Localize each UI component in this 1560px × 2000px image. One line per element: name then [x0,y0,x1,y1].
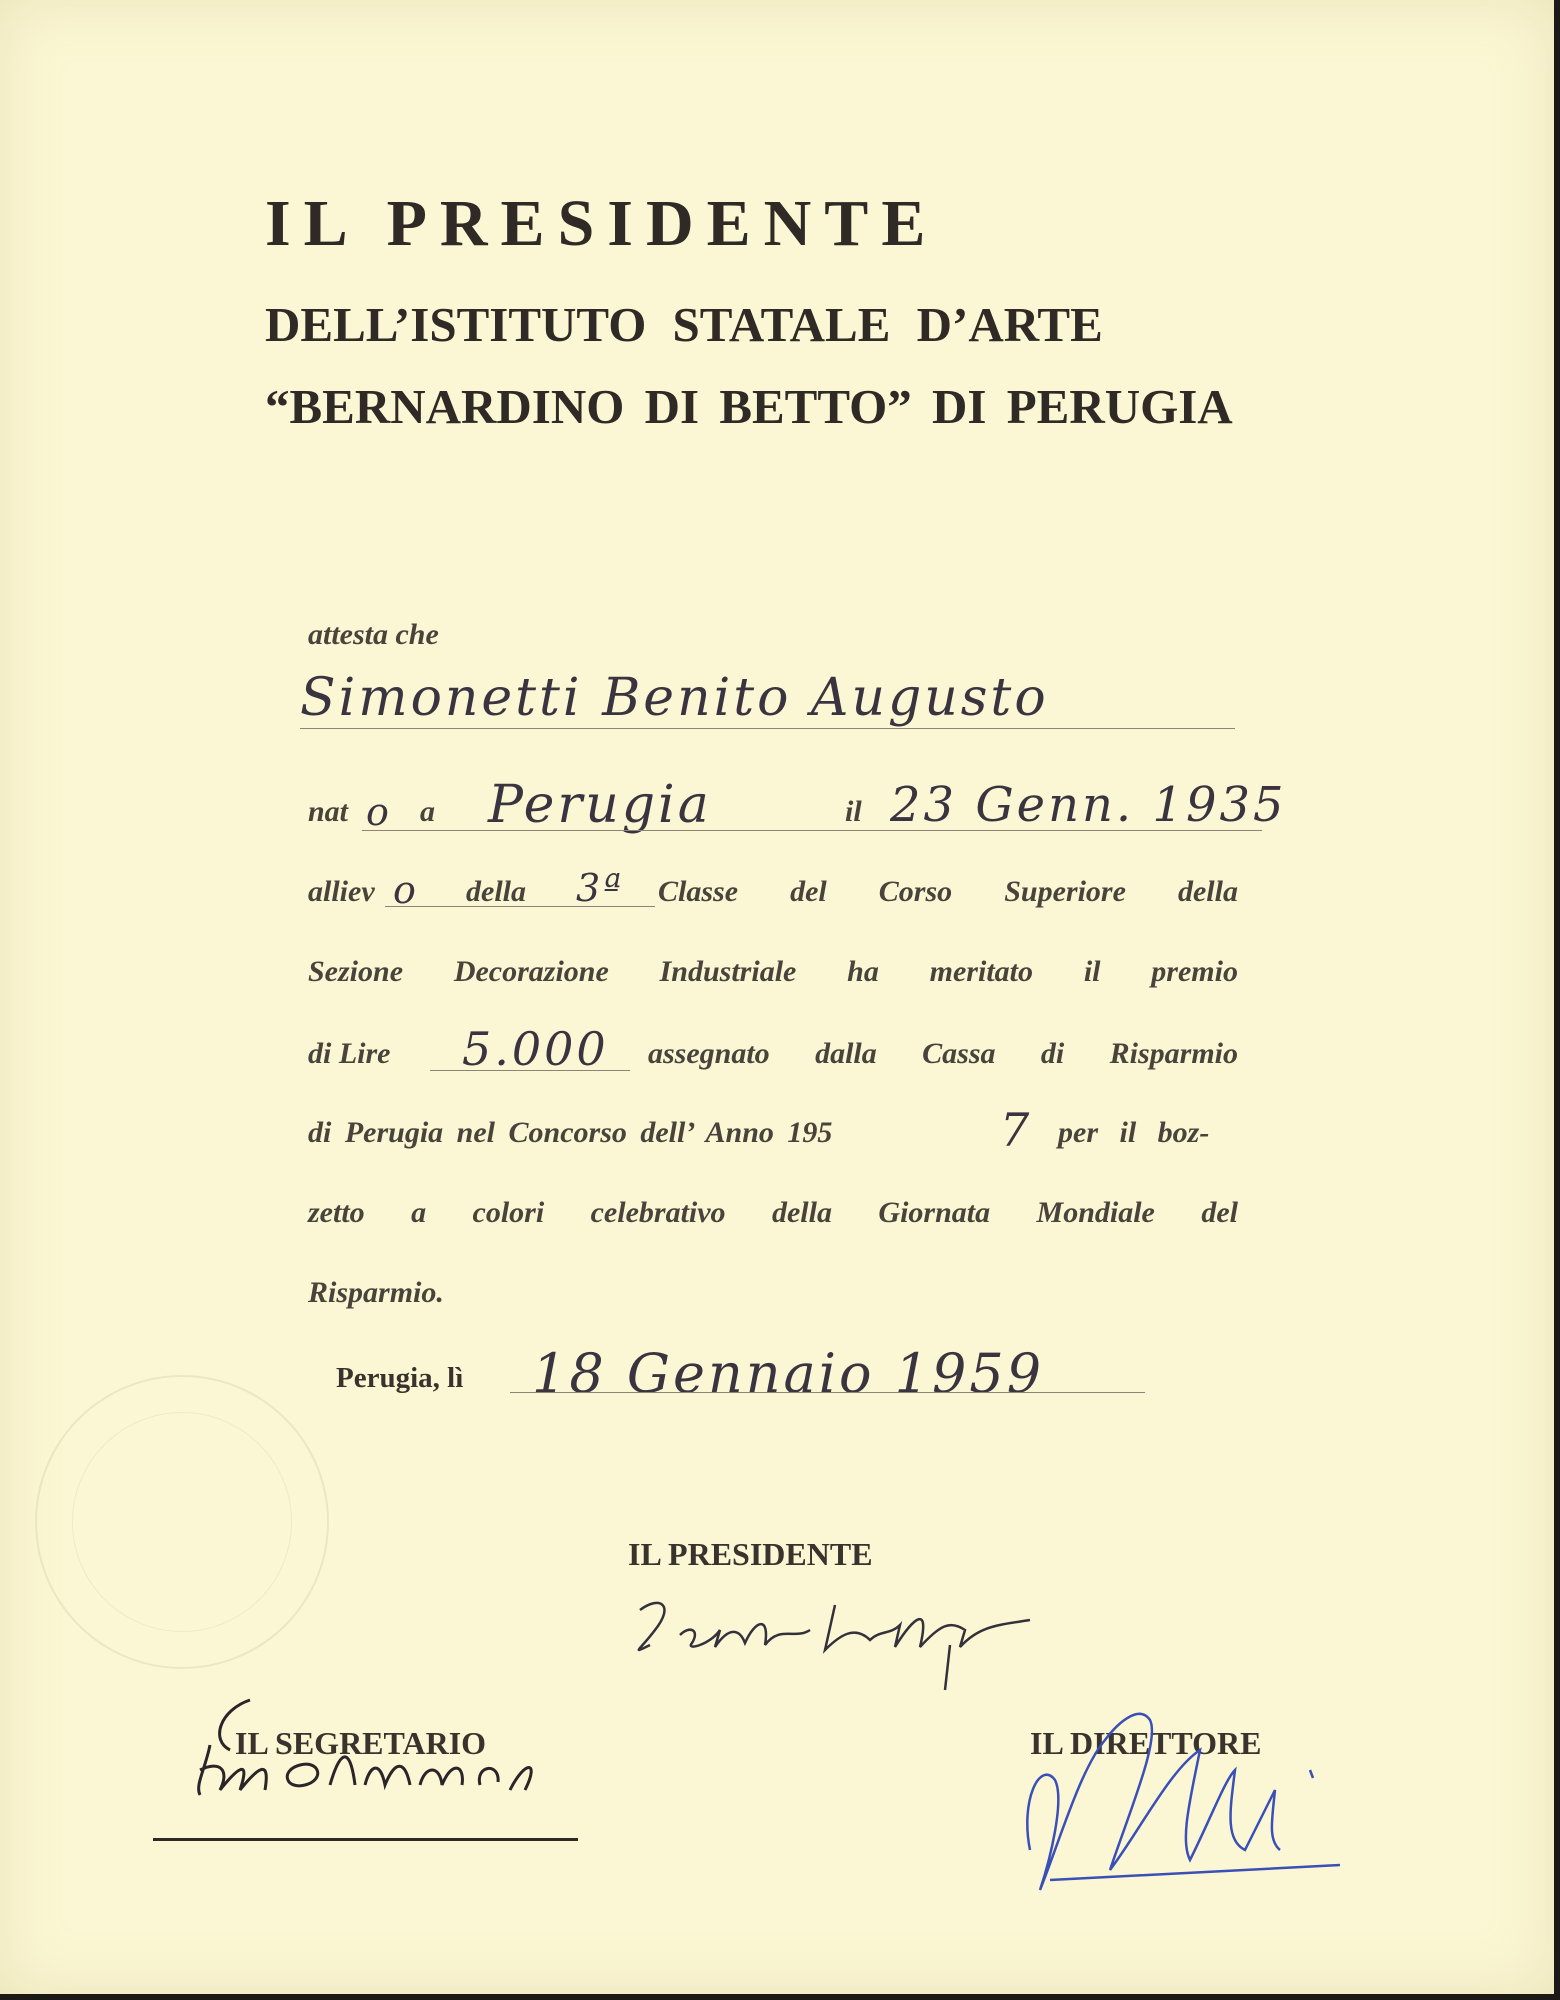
president-label: IL PRESIDENTE [628,1536,873,1572]
embossed-seal [35,1375,329,1669]
zetto-line [308,1196,1238,1230]
lire-label: di Lire [308,1037,391,1070]
birthplace: Perugia [488,775,712,835]
nat-suffix: o [366,790,392,834]
word: meritato [929,955,1033,988]
date-underline [510,1392,1145,1393]
word: della [1177,875,1238,908]
director-label: IL DIRETTORE [1030,1725,1262,1761]
risparmio-text: Risparmio. [308,1276,444,1309]
year-digit: 7 [1000,1103,1033,1157]
secretary-signature [180,1690,570,1810]
secretary-rule [153,1838,578,1841]
amount-underline [430,1070,630,1071]
word: zetto [308,1196,365,1229]
word: il [1083,955,1101,988]
word: Decorazione [453,955,609,988]
birth-date: 23 Genn. 1935 [890,777,1287,833]
word: Mondiale [1036,1196,1155,1229]
student-name: Simonetti Benito Augusto [300,668,1049,728]
il-label: il [845,795,862,828]
director-signature [1010,1660,1370,1920]
word: Superiore [1004,875,1126,908]
word: colori [472,1196,545,1229]
word: premio [1151,955,1238,988]
header-title: IL PRESIDENTE [265,187,939,260]
alliev-suffix: o [393,868,419,912]
birth-underline [362,830,1262,831]
attesta-label: attesta che [308,618,439,651]
nat-label: nat [308,795,349,828]
sezione-line [308,955,1238,989]
per-il-boz: per il boz- [1058,1116,1210,1149]
word: Classe [658,875,739,908]
word: Sezione [308,955,404,988]
name-underline [300,728,1235,729]
word: Risparmio [1109,1037,1238,1070]
concorso-text: di Perugia nel Concorso dell’ Anno 195 [308,1116,833,1149]
alliev-label: alliev [308,875,375,908]
president-signature [620,1585,1070,1695]
word: ha [847,955,879,988]
word: del [790,875,827,908]
issue-date: 18 Gennaio 1959 [532,1342,1045,1405]
class-number: 3ª [576,866,625,910]
header-institute: DELL’ISTITUTO STATALE D’ARTE [265,297,1103,352]
a-label: a [420,795,435,828]
secretary-label: IL SEGRETARIO [235,1725,487,1761]
word: assegnato [648,1037,770,1070]
word: di [1040,1037,1065,1070]
class-line-text [658,875,1238,909]
word: Giornata [878,1196,991,1229]
della-label: della [466,875,526,908]
word: a [411,1196,427,1229]
class-underline [385,906,655,907]
word: del [1201,1196,1238,1229]
word: della [771,1196,832,1229]
word: Industriale [659,955,797,988]
word: dalla [815,1037,877,1070]
word: Corso [878,875,953,908]
word: Cassa [922,1037,996,1070]
assegnato-line [648,1037,1238,1071]
header-school-name: “BERNARDINO DI BETTO” DI PERUGIA [265,379,1233,434]
word: celebrativo [590,1196,726,1229]
prize-amount: 5.000 [462,1022,609,1076]
place-label: Perugia, lì [336,1362,464,1394]
